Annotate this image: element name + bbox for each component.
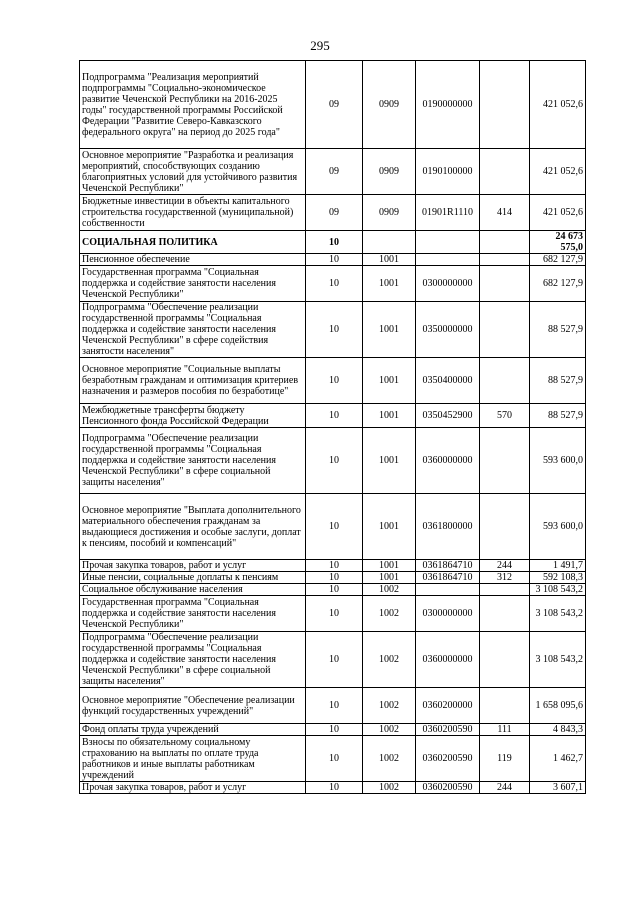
row-name-cell: Фонд оплаты труда учреждений (80, 724, 306, 736)
subsection-code-cell: 1001 (363, 560, 416, 572)
row-name-cell: Пенсионное обеспечение (80, 254, 306, 266)
amount-cell: 88 527,9 (530, 302, 586, 358)
expense-type-cell (480, 302, 530, 358)
section-code-cell: 10 (306, 494, 363, 560)
section-code-cell: 10 (306, 428, 363, 494)
target-article-cell: 0350400000 (416, 358, 480, 404)
section-code-cell: 10 (306, 254, 363, 266)
amount-cell: 1 491,7 (530, 560, 586, 572)
amount-cell: 421 052,6 (530, 195, 586, 231)
target-article-cell: 0361800000 (416, 494, 480, 560)
expense-type-cell (480, 254, 530, 266)
target-article-cell: 0360200590 (416, 724, 480, 736)
amount-cell: 1 462,7 (530, 736, 586, 782)
target-article-cell: 0361864710 (416, 560, 480, 572)
section-code-cell: 10 (306, 358, 363, 404)
subsection-code-cell: 1002 (363, 688, 416, 724)
table-row (80, 572, 586, 584)
row-name-cell: Подпрограмма "Обеспечение реализации государственной программы "Социальная поддержка и содействие занятости населения Чеченской Республики" в сфере содействия занятости населения" (80, 302, 306, 358)
expense-type-cell (480, 584, 530, 596)
amount-cell: 421 052,6 (530, 61, 586, 149)
row-name-cell: Прочая закупка товаров, работ и услуг (80, 560, 306, 572)
expense-type-cell: 244 (480, 782, 530, 794)
table-row (80, 254, 586, 266)
table-row (80, 494, 586, 560)
section-code-cell: 10 (306, 404, 363, 428)
subsection-code-cell: 0909 (363, 61, 416, 149)
target-article-cell: 0350452900 (416, 404, 480, 428)
section-code-cell: 10 (306, 302, 363, 358)
row-name-cell: СОЦИАЛЬНАЯ ПОЛИТИКА (80, 231, 306, 254)
table-row (80, 231, 586, 254)
subsection-code-cell: 0909 (363, 195, 416, 231)
row-name-cell: Взносы по обязательному социальному страхованию на выплаты по оплате труда работников и иные выплаты работникам учреждений (80, 736, 306, 782)
expense-type-cell (480, 688, 530, 724)
subsection-code-cell: 1001 (363, 254, 416, 266)
subsection-code-cell: 1001 (363, 358, 416, 404)
subsection-code-cell: 1002 (363, 584, 416, 596)
row-name-cell: Межбюджетные трансферты бюджету Пенсионного фонда Российской Федерации (80, 404, 306, 428)
section-code-cell: 10 (306, 572, 363, 584)
target-article-cell: 0360200590 (416, 782, 480, 794)
row-name-cell: Подпрограмма "Обеспечение реализации государственной программы "Социальная поддержка и содействие занятости населения Чеченской Республики" в сфере социальной защиты населения" (80, 428, 306, 494)
target-article-cell: 0360000000 (416, 428, 480, 494)
expense-type-cell (480, 231, 530, 254)
row-name-cell: Прочая закупка товаров, работ и услуг (80, 782, 306, 794)
table-row (80, 724, 586, 736)
target-article-cell: 0360000000 (416, 632, 480, 688)
target-article-cell: 0360200590 (416, 736, 480, 782)
amount-cell: 593 600,0 (530, 428, 586, 494)
amount-cell: 1 658 095,6 (530, 688, 586, 724)
subsection-code-cell: 1001 (363, 266, 416, 302)
row-name-cell: Основное мероприятие "Обеспечение реализации функций государственных учреждений" (80, 688, 306, 724)
target-article-cell: 0190000000 (416, 61, 480, 149)
expense-type-cell (480, 428, 530, 494)
section-code-cell: 09 (306, 195, 363, 231)
target-article-cell: 0360200000 (416, 688, 480, 724)
target-article-cell: 01901R1110 (416, 195, 480, 231)
target-article-cell: 0350000000 (416, 302, 480, 358)
budget-table-body (80, 61, 586, 794)
table-row (80, 266, 586, 302)
subsection-code-cell: 1001 (363, 494, 416, 560)
row-name-cell: Государственная программа "Социальная поддержка и содействие занятости населения Чеченской Республики" (80, 266, 306, 302)
row-name-cell: Государственная программа "Социальная поддержка и содействие занятости населения Чеченской Республики" (80, 596, 306, 632)
table-row (80, 584, 586, 596)
table-row (80, 61, 586, 149)
table-row (80, 195, 586, 231)
row-name-cell: Бюджетные инвестиции в объекты капитального строительства государственной (муниципальной) собственности (80, 195, 306, 231)
budget-table (79, 60, 586, 794)
subsection-code-cell: 1001 (363, 572, 416, 584)
expense-type-cell (480, 358, 530, 404)
section-code-cell: 10 (306, 560, 363, 572)
table-row (80, 404, 586, 428)
expense-type-cell (480, 266, 530, 302)
target-article-cell: 0300000000 (416, 266, 480, 302)
subsection-code-cell (363, 231, 416, 254)
amount-cell: 421 052,6 (530, 149, 586, 195)
amount-cell: 4 843,3 (530, 724, 586, 736)
subsection-code-cell: 1001 (363, 404, 416, 428)
amount-cell: 3 108 543,2 (530, 596, 586, 632)
section-code-cell: 10 (306, 266, 363, 302)
amount-cell: 593 600,0 (530, 494, 586, 560)
section-code-cell: 10 (306, 736, 363, 782)
table-row (80, 632, 586, 688)
row-name-cell: Социальное обслуживание населения (80, 584, 306, 596)
amount-cell: 592 108,3 (530, 572, 586, 584)
expense-type-cell: 312 (480, 572, 530, 584)
amount-cell: 3 607,1 (530, 782, 586, 794)
subsection-code-cell: 1002 (363, 736, 416, 782)
amount-cell: 24 673 575,0 (530, 231, 586, 254)
section-code-cell: 10 (306, 782, 363, 794)
section-code-cell: 10 (306, 688, 363, 724)
row-name-cell: Основное мероприятие "Разработка и реализация мероприятий, способствующих созданию благоприятных условий для устойчивого развития Чеченской Республики" (80, 149, 306, 195)
section-code-cell: 10 (306, 584, 363, 596)
section-code-cell: 10 (306, 596, 363, 632)
table-row (80, 149, 586, 195)
table-row (80, 358, 586, 404)
subsection-code-cell: 1001 (363, 428, 416, 494)
target-article-cell: 0190100000 (416, 149, 480, 195)
target-article-cell (416, 584, 480, 596)
expense-type-cell: 570 (480, 404, 530, 428)
subsection-code-cell: 1002 (363, 782, 416, 794)
expense-type-cell: 414 (480, 195, 530, 231)
table-row (80, 428, 586, 494)
subsection-code-cell: 1002 (363, 724, 416, 736)
amount-cell: 88 527,9 (530, 358, 586, 404)
expense-type-cell: 111 (480, 724, 530, 736)
expense-type-cell (480, 494, 530, 560)
expense-type-cell: 119 (480, 736, 530, 782)
expense-type-cell: 244 (480, 560, 530, 572)
section-code-cell: 09 (306, 61, 363, 149)
subsection-code-cell: 1001 (363, 302, 416, 358)
row-name-cell: Подпрограмма "Обеспечение реализации государственной программы "Социальная поддержка и содействие занятости населения Чеченской Республики" в сфере социальной защиты населения" (80, 632, 306, 688)
page-number: 295 (310, 38, 330, 53)
amount-cell: 682 127,9 (530, 254, 586, 266)
amount-cell: 88 527,9 (530, 404, 586, 428)
expense-type-cell (480, 61, 530, 149)
target-article-cell (416, 231, 480, 254)
section-code-cell: 09 (306, 149, 363, 195)
table-row (80, 736, 586, 782)
expense-type-cell (480, 632, 530, 688)
amount-cell: 682 127,9 (530, 266, 586, 302)
table-row (80, 688, 586, 724)
row-name-cell: Основное мероприятие "Выплата дополнительного материального обеспечения гражданам за выдающиеся достижения и особые заслуги, доплат к пенсиям, пособий и компенсаций" (80, 494, 306, 560)
table-row (80, 596, 586, 632)
section-code-cell: 10 (306, 231, 363, 254)
target-article-cell (416, 254, 480, 266)
table-row (80, 560, 586, 572)
table-row (80, 782, 586, 794)
amount-cell: 3 108 543,2 (530, 584, 586, 596)
row-name-cell: Подпрограмма "Реализация мероприятий подпрограммы "Социально-экономическое развитие Чеченской Республики на 2016-2025 годы" государственной программы Российской Федерации "Развитие Северо-Кавказского федерального округа" на период до 2025 года" (80, 61, 306, 149)
target-article-cell: 0300000000 (416, 596, 480, 632)
amount-cell: 3 108 543,2 (530, 632, 586, 688)
row-name-cell: Иные пенсии, социальные доплаты к пенсиям (80, 572, 306, 584)
subsection-code-cell: 0909 (363, 149, 416, 195)
subsection-code-cell: 1002 (363, 632, 416, 688)
section-code-cell: 10 (306, 724, 363, 736)
expense-type-cell (480, 149, 530, 195)
row-name-cell: Основное мероприятие "Социальные выплаты безработным гражданам и оптимизация критериев назначения и размеров пособия по безработице" (80, 358, 306, 404)
section-code-cell: 10 (306, 632, 363, 688)
expense-type-cell (480, 596, 530, 632)
table-row (80, 302, 586, 358)
subsection-code-cell: 1002 (363, 596, 416, 632)
target-article-cell: 0361864710 (416, 572, 480, 584)
